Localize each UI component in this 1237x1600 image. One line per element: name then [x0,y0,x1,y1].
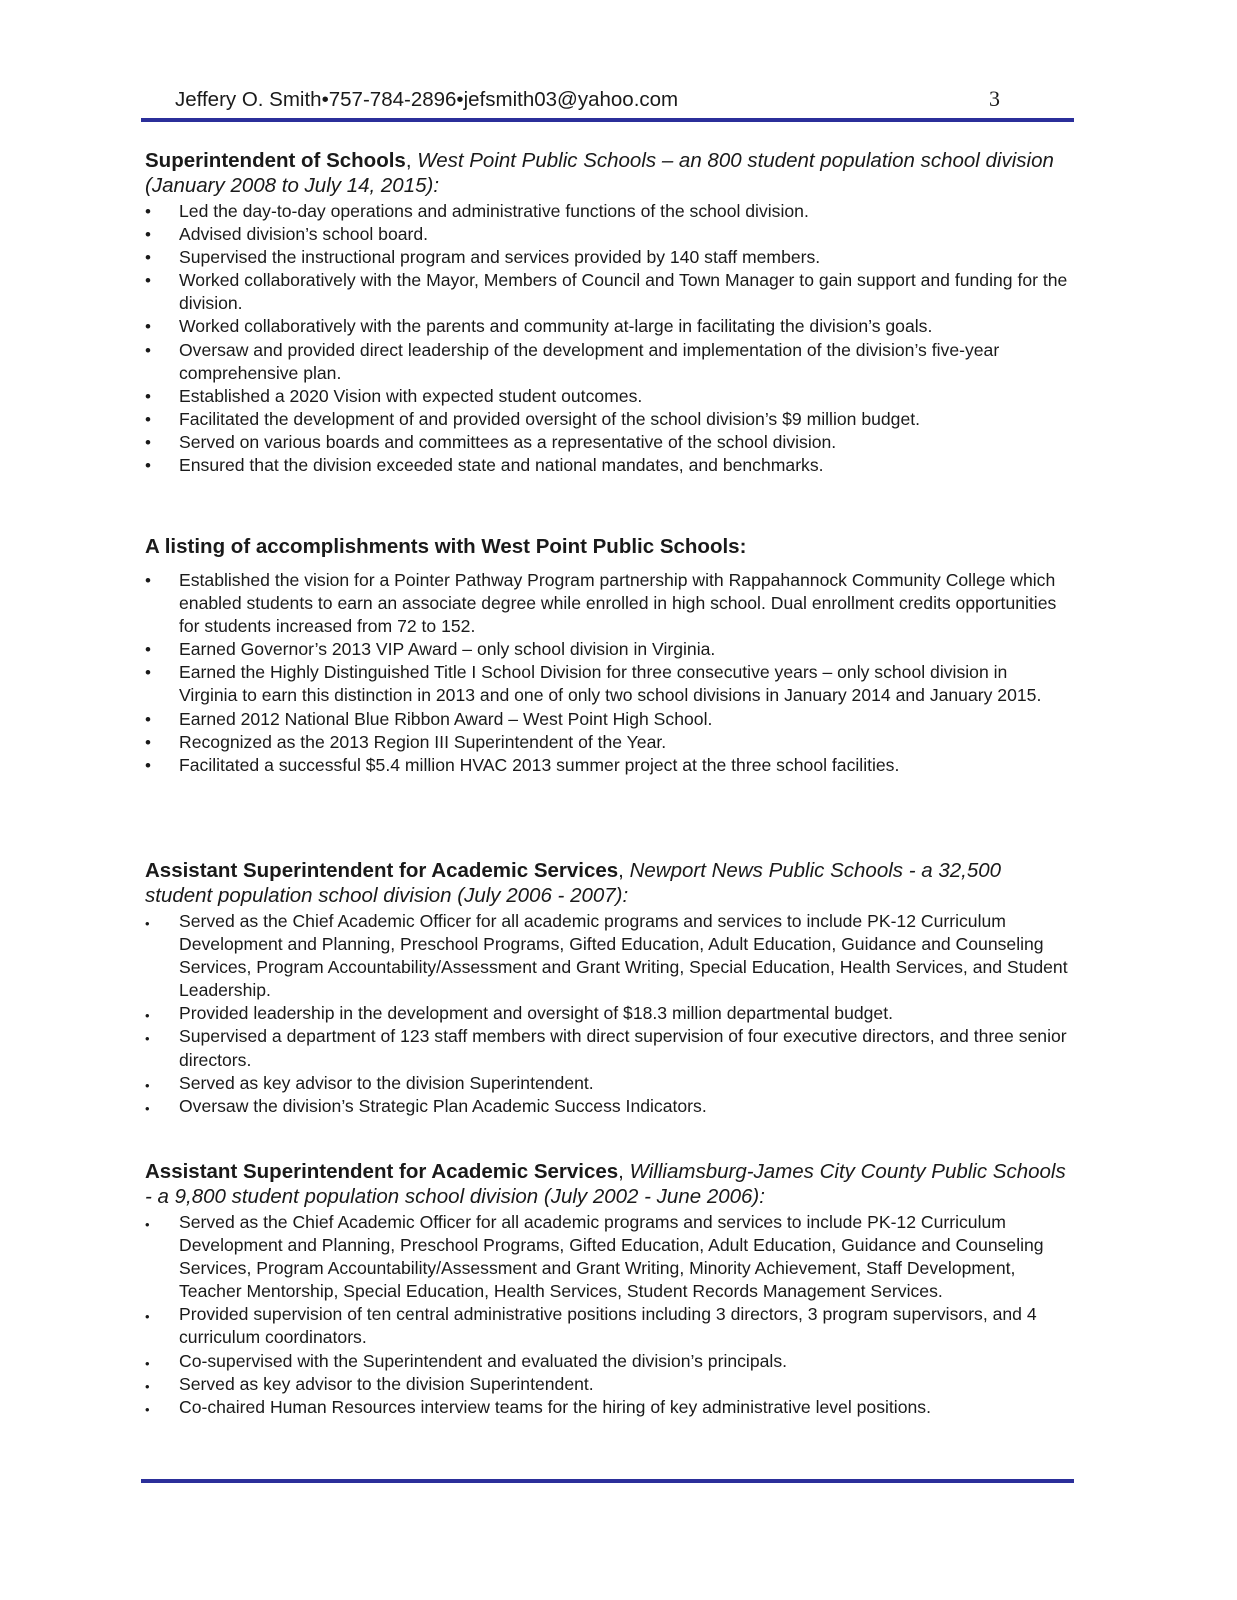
list-item: • Served as the Chief Academic Officer for all academic programs and services to include PK-12 Curriculum Development and Planning, Preschool Programs, Gifted Education, Adult Education, Guidance and Counseling Services, Program Accountability/Assessment and Grant Writing, Special Education, Health Services, and Student Leadership. [145,910,1070,1002]
list-item: • Oversaw the division’s Strategic Plan Academic Success Indicators. [145,1095,1070,1118]
section-accomplishments [145,534,1070,777]
list-item: • Facilitated the development of and provided oversight of the school division’s $9 million budget. [145,408,1070,431]
duties-list [145,200,1070,477]
page-header [175,88,1000,116]
job-role: Assistant Superintendent for Academic Services [145,859,619,882]
contact-line: Jeffery O. Smith•757-784-2896•jefsmith03@yahoo.com [175,88,679,111]
job-organization: Williamsburg-James City County Public Schools - a 9,800 student population school division (July 2002 - June 2006): [145,1160,1066,1208]
list-item: • Provided leadership in the development and oversight of $18.3 million departmental budget. [145,1002,1070,1025]
list-item: • Oversaw and provided direct leadership of the development and implementation of the division’s five-year comprehensive plan. [145,339,1070,385]
list-item: • Led the day-to-day operations and administrative functions of the school division. [145,200,1070,223]
list-item: • Ensured that the division exceeded state and national mandates, and benchmarks. [145,454,1070,477]
list-item: • Served as key advisor to the division Superintendent. [145,1373,1070,1396]
list-item: • Facilitated a successful $5.4 million HVAC 2013 summer project at the three school facilities. [145,754,1070,777]
list-item: • Co-chaired Human Resources interview teams for the hiring of key administrative level positions. [145,1396,1070,1419]
job-title: Assistant Superintendent for Academic Services, Newport News Public Schools - a 32,500 student population school division (July 2006 - 2007): [145,859,1002,907]
duties-list [145,910,1070,1118]
duties-list [145,1211,1070,1419]
footer-rule [141,1479,1074,1483]
job-role: Assistant Superintendent for Academic Services [145,1160,619,1183]
list-item: • Earned the Highly Distinguished Title I School Division for three consecutive years – only school division in Virginia to earn this distinction in 2013 and one of only two school divisions in January 2014 and January 2015. [145,661,1070,707]
section-superintendent [145,148,1070,477]
accomplishments-heading: A listing of accomplishments with West Point Public Schools: [145,535,747,558]
job-title: Superintendent of Schools, West Point Public Schools – an 800 student population school division (January 2008 to July 14, 2015): [145,149,1054,197]
list-item: • Served as key advisor to the division Superintendent. [145,1072,1070,1095]
list-item: • Provided supervision of ten central administrative positions including 3 directors, 3 program supervisors, and 4 curriculum coordinators. [145,1303,1070,1349]
section-asst-newport [145,858,1070,1118]
job-role: Superintendent of Schools [145,149,406,172]
page-number: 3 [989,86,1000,111]
accomplishments-list [145,569,1070,777]
list-item: • Worked collaboratively with the parents and community at-large in facilitating the division’s goals. [145,315,1070,338]
list-item: • Established a 2020 Vision with expected student outcomes. [145,385,1070,408]
list-item: • Supervised a department of 123 staff members with direct supervision of four executive directors, and three senior directors. [145,1025,1070,1071]
list-item: • Served as the Chief Academic Officer for all academic programs and services to include PK-12 Curriculum Development and Planning, Preschool Programs, Gifted Education, Adult Education, Guidance and Counseling Services, Program Accountability/Assessment and Grant Writing, Minority Achievement, Staff Development, Teacher Mentorship, Special Education, Health Services, Student Records Management Services. [145,1211,1070,1303]
list-item: • Recognized as the 2013 Region III Superintendent of the Year. [145,731,1070,754]
list-item: • Co-supervised with the Superintendent and evaluated the division’s principals. [145,1350,1070,1373]
job-title: Assistant Superintendent for Academic Services, Williamsburg-James City County Public Schools - a 9,800 student population school division (July 2002 - June 2006): [145,1160,1066,1208]
list-item: • Established the vision for a Pointer Pathway Program partnership with Rappahannock Community College which enabled students to earn an associate degree while enrolled in high school. Dual enrollment credits opportunities for students increased from 72 to 152. [145,569,1070,638]
list-item: • Supervised the instructional program and services provided by 140 staff members. [145,246,1070,269]
job-organization: Newport News Public Schools - a 32,500 student population school division (July 2006 - 2007): [145,859,1002,907]
list-item: • Advised division’s school board. [145,223,1070,246]
job-organization: West Point Public Schools – an 800 student population school division (January 2008 to July 14, 2015): [145,149,1054,197]
list-item: • Worked collaboratively with the Mayor, Members of Council and Town Manager to gain support and funding for the division. [145,269,1070,315]
header-rule [141,118,1074,122]
list-item: • Earned Governor’s 2013 VIP Award – only school division in Virginia. [145,638,1070,661]
list-item: • Earned 2012 National Blue Ribbon Award – West Point High School. [145,708,1070,731]
section-asst-williamsburg [145,1159,1070,1419]
list-item: • Served on various boards and committees as a representative of the school division. [145,431,1070,454]
